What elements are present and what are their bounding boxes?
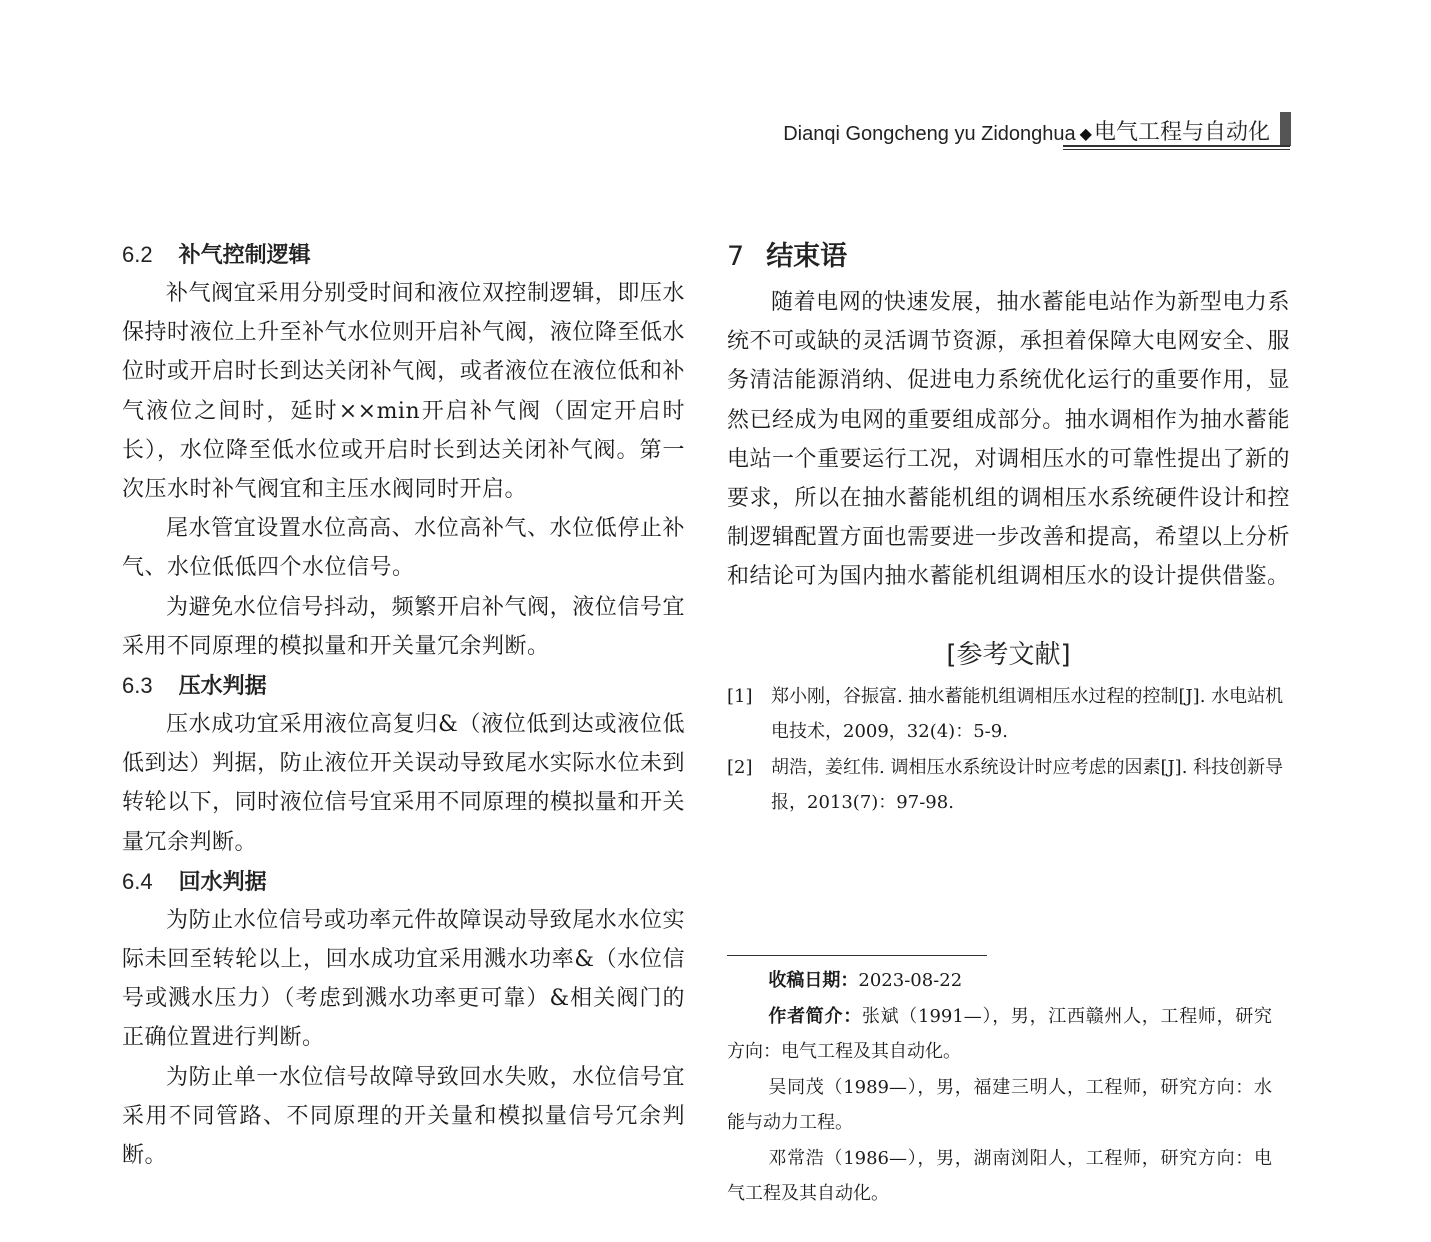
section-heading-6-2: 6.2 补气控制逻辑 — [122, 242, 311, 268]
paragraph: 为防止水位信号或功率元件故障误动导致尾水水位实际未回至转轮以上，回水成功宜采用溅水功率&（水位信号或溅水压力）（考虑到溅水功率更可靠）&相关阀门的正确位置进行判断。 — [122, 907, 685, 1051]
section-heading-6-3: 6.3 压水判据 — [122, 673, 267, 700]
paragraph: 压水成功宜采用液位高复归&（液位低到达或液位低低到达）判据，防止液位开关误动导致尾水实际水位未到转轮以下，同时液位信号宜采用不同原理的模拟量和开关量冗余判断。 — [122, 712, 685, 855]
header-bar-decoration — [1280, 112, 1291, 146]
reference-text: 胡浩，姜红伟. 调相压水系统设计时应考虑的因素[J]. 科技创新导报，2013(7)：97-98. — [771, 756, 1284, 813]
footnote-rule — [727, 955, 987, 956]
reference-number: [2] — [727, 756, 753, 778]
author-bio: 吴同茂（1989—），男，福建三明人，工程师，研究方向：水能与动力工程。 — [727, 1076, 1272, 1133]
diamond-icon: ◆ — [1079, 124, 1092, 143]
conclusion-paragraph: 随着电网的快速发展，抽水蓄能电站作为新型电力系统不可或缺的灵活调节资源，承担着保障大电网安全、服务清洁能源消纳、促进电力系统优化运行的重要作用，显然已经成为电网的重要组成部分。抽水调相作为抽水蓄能电站一个重要运行工况，对调相压水的可靠性提出了新的要求，所以在抽水蓄能机组的调相压水系统硬件设计和控制逻辑配置方面也需要进一步改善和提高，希望以上分析和结论可为国内抽水蓄能机组调相压水的设计提供借鉴。 — [727, 290, 1290, 590]
received-date: 收稿日期：2023-08-22 — [768, 970, 963, 991]
section-heading-7: 7 结束语 — [727, 241, 848, 272]
reference-item — [727, 679, 1290, 749]
section-heading-6-4: 6.4 回水判据 — [122, 868, 267, 895]
reference-number: [1] — [727, 685, 753, 707]
paragraph: 为防止单一水位信号故障导致回水失败，水位信号宜采用不同管路、不同原理的开关量和模拟量信号冗余判断。 — [122, 1064, 685, 1169]
footnote — [727, 963, 1272, 1212]
left-column — [122, 235, 685, 1175]
reference-item — [727, 750, 1290, 820]
reference-text: 郑小刚，谷振富. 抽水蓄能机组调相压水过程的控制[J]. 水电站机电技术，2009，32(4)：5-9. — [771, 685, 1284, 742]
header-underline — [1063, 145, 1290, 150]
paragraph: 尾水管宜设置水位高高、水位高补气、水位低停止补气、水位低低四个水位信号。 — [122, 516, 685, 581]
author-bio: 作者简介：张斌（1991—），男，江西赣州人，工程师，研究方向：电气工程及其自动化。 — [727, 1005, 1272, 1062]
author-bio: 邓常浩（1986—），男，湖南浏阳人，工程师，研究方向：电气工程及其自动化。 — [727, 1147, 1272, 1204]
paragraph: 补气阀宜采用分别受时间和液位双控制逻辑，即压水保持时液位上升至补气水位则开启补气阀，液位降至低水位时或开启时长到达关闭补气阀，或者液位在液位低和补气液位之间时，延时××min开启补气阀（固定开启时长），水位降至低水位或开启时长到达关闭补气阀。第一次压水时补气阀宜和主压水阀同时开启。 — [122, 281, 685, 503]
paragraph: 为避免水位信号抖动，频繁开启补气阀，液位信号宜采用不同原理的模拟量和开关量冗余判断。 — [122, 594, 685, 659]
journal-name-chinese: 电气工程与自动化 — [1093, 120, 1270, 145]
right-column — [727, 235, 1290, 821]
journal-name-pinyin: Dianqi Gongcheng yu Zidonghua — [783, 123, 1076, 145]
references-title: [参考文献] — [946, 639, 1071, 670]
running-header — [783, 110, 1291, 146]
